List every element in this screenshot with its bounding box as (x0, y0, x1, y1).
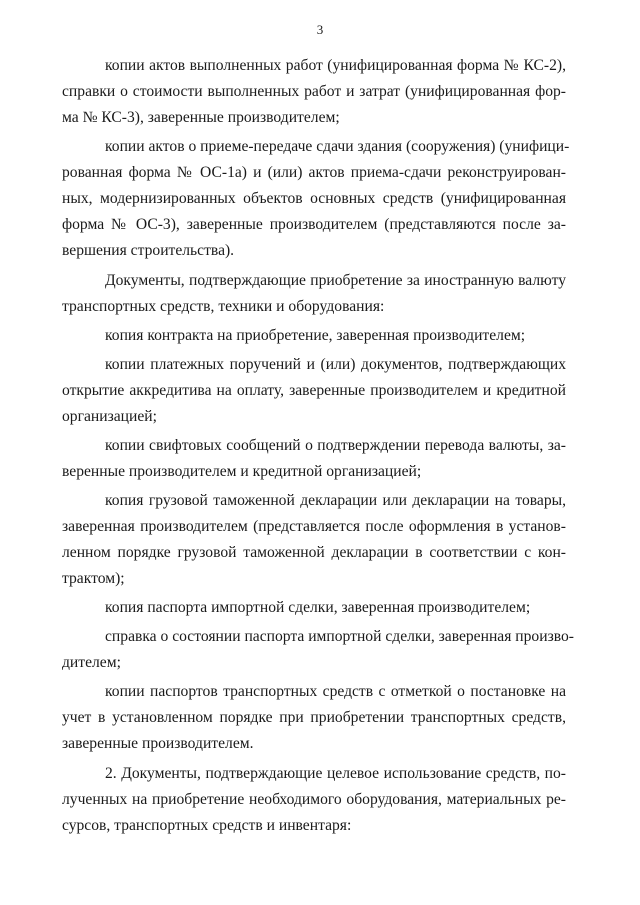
text-line: копия паспорта импортной сделки, заверенная производителем; (105, 599, 531, 616)
text-line: справка о состоянии паспорта импортной сделки, заверенная произво- (105, 628, 574, 645)
text-line: веренные производителем и кредитной организацией; (62, 463, 422, 480)
text-line: учет в установленном порядке при приобретении транспортных средств, (62, 709, 566, 726)
text-line: ленном порядке грузовой таможенной декларации в соответствии с кон- (62, 544, 566, 561)
text-line: 2. Документы, подтверждающие целевое использование средств, по- (105, 765, 566, 782)
text-line: копия грузовой таможенной декларации или декларации на товары, (105, 492, 566, 509)
text-line: копии актов выполненных работ (унифицированная форма № КС-2), (105, 57, 566, 74)
text-line: дителем; (62, 654, 121, 671)
text-line: транспортных средств, техники и оборудования: (62, 298, 385, 315)
text-line: копии актов о приеме-передаче сдачи здания (сооружения) (унифици- (105, 138, 570, 155)
text-line: Документы, подтверждающие приобретение за иностранную валюту (105, 272, 566, 289)
text-line: вершения строительства). (62, 242, 235, 259)
text-line: ма № КС-3), заверенные производителем; (62, 109, 340, 126)
text-line: копия контракта на приобретение, заверенная производителем; (105, 327, 526, 344)
text-line: заверенная производителем (представляется после оформления в установ- (62, 518, 566, 535)
text-line: ных, модернизированных объектов основных средств (унифицированная (62, 190, 566, 207)
text-line: трактом); (62, 570, 125, 587)
text-line: рованная форма № ОС-1а) и (или) актов приема-сдачи реконструирован- (62, 164, 566, 181)
text-line: копии свифтовых сообщений о подтверждении перевода валюты, за- (105, 437, 566, 454)
text-line: заверенные производителем. (62, 735, 254, 752)
text-line: организацией; (62, 408, 157, 425)
text-line: открытие аккредитива на оплату, заверенные производителем и кредитной (62, 382, 566, 399)
text-line: копии платежных поручений и (или) документов, подтверждающих (105, 356, 566, 373)
text-line: лученных на приобретение необходимого оборудования, материальных ре- (62, 791, 566, 808)
text-line: сурсов, транспортных средств и инвентаря: (62, 817, 352, 834)
page-number: 3 (316, 22, 324, 37)
text-line: справки о стоимости выполненных работ и затрат (унифицированная фор- (62, 83, 566, 100)
text-line: копии паспортов транспортных средств с отметкой о постановке на (105, 683, 566, 700)
text-line: форма № ОС-3), заверенные производителем (представляются после за- (62, 216, 566, 233)
